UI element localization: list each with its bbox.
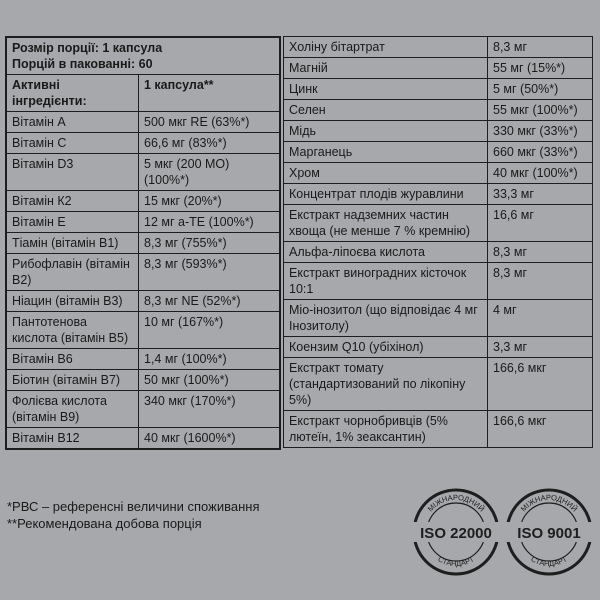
svg-text:СТАНДАРТ xyxy=(436,554,476,568)
table-row xyxy=(6,233,280,254)
table-row xyxy=(284,358,593,411)
column-header-row xyxy=(6,75,280,112)
table-row xyxy=(6,212,280,233)
ingredient-name: Селен xyxy=(284,100,488,121)
ingredient-name: Екстракт надземних частин хвоща (не менше 7 % кремнію) xyxy=(284,205,488,242)
iso-9001-badge xyxy=(503,486,595,578)
ingredient-amount: 66,6 мг (83%*) xyxy=(139,133,281,154)
ingredients-table-right xyxy=(283,36,593,448)
ingredient-name: Екстракт томату (стандартизований по лікопіну 5%) xyxy=(284,358,488,411)
ingredient-amount: 40 мкг (1600%*) xyxy=(139,428,281,450)
footnote-recommended: **Рекомендована добова порція xyxy=(7,516,202,531)
ingredient-amount: 12 мг a-TE (100%*) xyxy=(139,212,281,233)
table-row xyxy=(6,254,280,291)
ingredient-amount: 8,3 мг (593%*) xyxy=(139,254,281,291)
ingredient-amount: 660 мкг (33%*) xyxy=(488,142,593,163)
ingredient-amount: 8,3 мг xyxy=(488,242,593,263)
ingredient-name: Вітамін Е xyxy=(6,212,139,233)
table-row xyxy=(284,263,593,300)
table-row xyxy=(284,100,593,121)
table-row xyxy=(6,133,280,154)
badge-bottom-text: СТАНДАРТ xyxy=(436,554,476,569)
ingredient-amount: 4 мг xyxy=(488,300,593,337)
serving-size: Розмір порції: 1 капсула xyxy=(12,41,163,55)
ingredient-name: Вітамін В12 xyxy=(6,428,139,450)
ingredient-amount: 1,4 мг (100%*) xyxy=(139,349,281,370)
ingredient-amount: 166,6 мкг xyxy=(488,411,593,448)
ingredient-name: Тіамін (вітамін В1) xyxy=(6,233,139,254)
ingredient-name: Вітамін С xyxy=(6,133,139,154)
ingredient-name: Концентрат плодів журавлини xyxy=(284,184,488,205)
ingredient-name: Екстракт виноградних кісточок 10:1 xyxy=(284,263,488,300)
ingredient-amount: 8,3 мг NE (52%*) xyxy=(139,291,281,312)
table-row xyxy=(284,58,593,79)
ingredient-amount: 16,6 мг xyxy=(488,205,593,242)
ingredient-name: Вітамін А xyxy=(6,112,139,133)
ingredient-amount: 10 мг (167%*) xyxy=(139,312,281,349)
badge-code: ISO 22000 xyxy=(420,525,492,542)
table-row xyxy=(284,337,593,358)
header-serving-row xyxy=(6,37,280,75)
ingredient-amount: 5 мг (50%*) xyxy=(488,79,593,100)
ingredients-table-left xyxy=(5,36,281,450)
badge-bottom-text: СТАНДАРТ xyxy=(529,554,569,569)
table-row xyxy=(284,163,593,184)
col-per-capsule-header: 1 капсула** xyxy=(139,75,281,112)
ingredient-name: Міо-інозитол (що відповідає 4 мг Інозитолу) xyxy=(284,300,488,337)
ingredient-amount: 166,6 мкг xyxy=(488,358,593,411)
ingredient-amount: 33,3 мг xyxy=(488,184,593,205)
ingredient-name: Мідь xyxy=(284,121,488,142)
ingredient-amount: 40 мкг (100%*) xyxy=(488,163,593,184)
ingredient-name: Пантотенова кислота (вітамін В5) xyxy=(6,312,139,349)
badge-code: ISO 9001 xyxy=(517,525,581,542)
ingredient-name: Ніацин (вітамін В3) xyxy=(6,291,139,312)
table-row xyxy=(6,154,280,191)
table-row xyxy=(6,349,280,370)
ingredient-amount: 55 мг (15%*) xyxy=(488,58,593,79)
ingredient-name: Екстракт чорнобривців (5% лютеїн, 1% зеаксантин) xyxy=(284,411,488,448)
ingredient-name: Коензим Q10 (убіхінол) xyxy=(284,337,488,358)
svg-text:СТАНДАРТ xyxy=(529,554,569,568)
table-row xyxy=(284,411,593,448)
ingredient-amount: 5 мкг (200 МО) (100%*) xyxy=(139,154,281,191)
table-row xyxy=(284,121,593,142)
ingredient-amount: 8,3 мг xyxy=(488,37,593,58)
ingredient-name: Вітамін D3 xyxy=(6,154,139,191)
table-row xyxy=(284,37,593,58)
table-row xyxy=(6,428,280,450)
footnote-rvs: *РВС – референсні величини споживання xyxy=(7,499,260,514)
ingredient-name: Біотин (вітамін В7) xyxy=(6,370,139,391)
table-row xyxy=(6,112,280,133)
ingredient-amount: 330 мкг (33%*) xyxy=(488,121,593,142)
badge-top-text: МІЖНАРОДНИЙ xyxy=(425,492,487,514)
table-row xyxy=(284,184,593,205)
ingredient-name: Холіну бітартрат xyxy=(284,37,488,58)
ingredient-amount: 3,3 мг xyxy=(488,337,593,358)
ingredient-amount: 15 мкг (20%*) xyxy=(139,191,281,212)
table-row xyxy=(284,142,593,163)
ingredient-name: Марганець xyxy=(284,142,488,163)
ingredient-name: Вітамін К2 xyxy=(6,191,139,212)
servings-per-pack: Порцій в пакованні: 60 xyxy=(12,57,153,71)
table-row xyxy=(6,370,280,391)
ingredient-name: Магній xyxy=(284,58,488,79)
ingredient-name: Цинк xyxy=(284,79,488,100)
table-row xyxy=(6,291,280,312)
badge-top-text: МІЖНАРОДНИЙ xyxy=(518,492,580,514)
table-row xyxy=(6,391,280,428)
col-ingredients-header: Активні інгредієнти: xyxy=(6,75,139,112)
table-row xyxy=(284,205,593,242)
table-row xyxy=(284,79,593,100)
ingredient-amount: 55 мкг (100%*) xyxy=(488,100,593,121)
serving-info-cell xyxy=(6,37,280,75)
ingredient-amount: 50 мкг (100%*) xyxy=(139,370,281,391)
ingredient-amount: 340 мкг (170%*) xyxy=(139,391,281,428)
footnotes xyxy=(7,498,259,532)
iso-22000-badge xyxy=(410,486,502,578)
ingredient-name: Фолієва кислота (вітамін В9) xyxy=(6,391,139,428)
ingredient-amount: 8,3 мг (755%*) xyxy=(139,233,281,254)
ingredient-amount: 500 мкг RE (63%*) xyxy=(139,112,281,133)
ingredient-name: Альфа-ліпоєва кислота xyxy=(284,242,488,263)
table-row xyxy=(284,300,593,337)
ingredient-name: Хром xyxy=(284,163,488,184)
ingredient-amount: 8,3 мг xyxy=(488,263,593,300)
table-row xyxy=(6,312,280,349)
ingredient-name: Рибофлавін (вітамін В2) xyxy=(6,254,139,291)
table-row xyxy=(6,191,280,212)
table-row xyxy=(284,242,593,263)
ingredient-name: Вітамін В6 xyxy=(6,349,139,370)
